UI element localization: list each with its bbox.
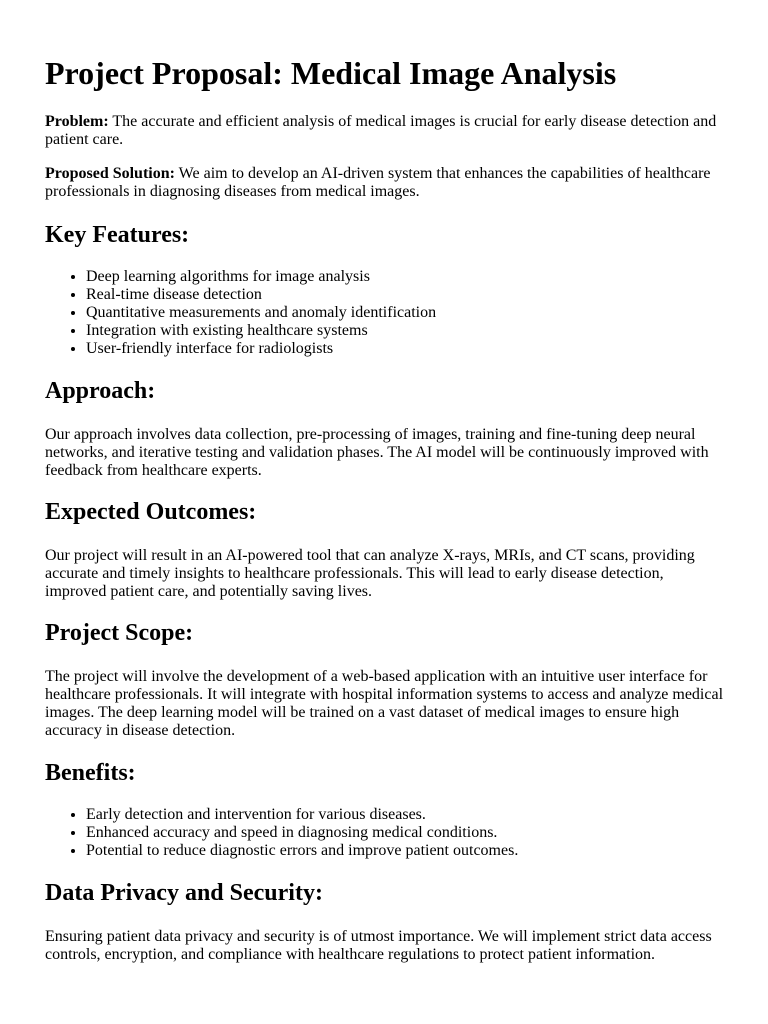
list-item: • Deep learning algorithms for image analysis — [86, 268, 724, 286]
project-scope-paragraph: The project will involve the development of a web-based application with an intuitive user interface for healthcare professionals. It will integrate with hospital information systems to access and analyze medical images. The deep learning model will be trained on a vast dataset of medical images to ensure high accuracy in disease detection. — [45, 668, 724, 739]
list-item: • Early detection and intervention for various diseases. — [86, 806, 724, 824]
list-item: • Enhanced accuracy and speed in diagnosing medical conditions. — [86, 824, 724, 842]
problem-text: The accurate and efficient analysis of medical images is crucial for early disease detection and patient care. — [45, 113, 717, 148]
key-features-heading: Key Features: — [45, 222, 190, 248]
data-privacy-paragraph: Ensuring patient data privacy and security is of utmost importance. We will implement strict data access controls, encryption, and compliance with healthcare regulations to protect patient information. — [45, 928, 712, 963]
list-item: • Potential to reduce diagnostic errors and improve patient outcomes. — [86, 842, 724, 860]
list-item: • Quantitative measurements and anomaly identification — [86, 304, 724, 322]
benefits-heading: Benefits: — [45, 760, 136, 786]
key-features-list — [45, 268, 724, 358]
expected-outcomes-heading: Expected Outcomes: — [45, 499, 257, 525]
solution-label: Proposed Solution: — [45, 165, 175, 182]
data-privacy-heading: Data Privacy and Security: — [45, 880, 323, 906]
project-scope-heading: Project Scope: — [45, 620, 194, 646]
expected-outcomes-paragraph: Our project will result in an AI-powered tool that can analyze X-rays, MRIs, and CT scans, providing accurate and timely insights to healthcare professionals. This will lead to early disease detection, improved patient care, and potentially saving lives. — [45, 547, 695, 600]
benefits-list — [45, 806, 724, 860]
solution-paragraph — [45, 165, 724, 201]
page-title: Project Proposal: Medical Image Analysis — [45, 55, 617, 91]
problem-label: Problem: — [45, 113, 109, 130]
list-item: • Real-time disease detection — [86, 286, 724, 304]
approach-paragraph: Our approach involves data collection, pre-processing of images, training and fine-tuning deep neural networks, and iterative testing and validation phases. The AI model will be continuously improved with feedback from healthcare experts. — [45, 426, 709, 479]
list-item: • User-friendly interface for radiologists — [86, 340, 724, 358]
approach-heading: Approach: — [45, 378, 156, 404]
problem-paragraph — [45, 113, 724, 149]
solution-text: We aim to develop an AI-driven system that enhances the capabilities of healthcare professionals in diagnosing diseases from medical images. — [45, 165, 711, 200]
list-item: • Integration with existing healthcare systems — [86, 322, 724, 340]
